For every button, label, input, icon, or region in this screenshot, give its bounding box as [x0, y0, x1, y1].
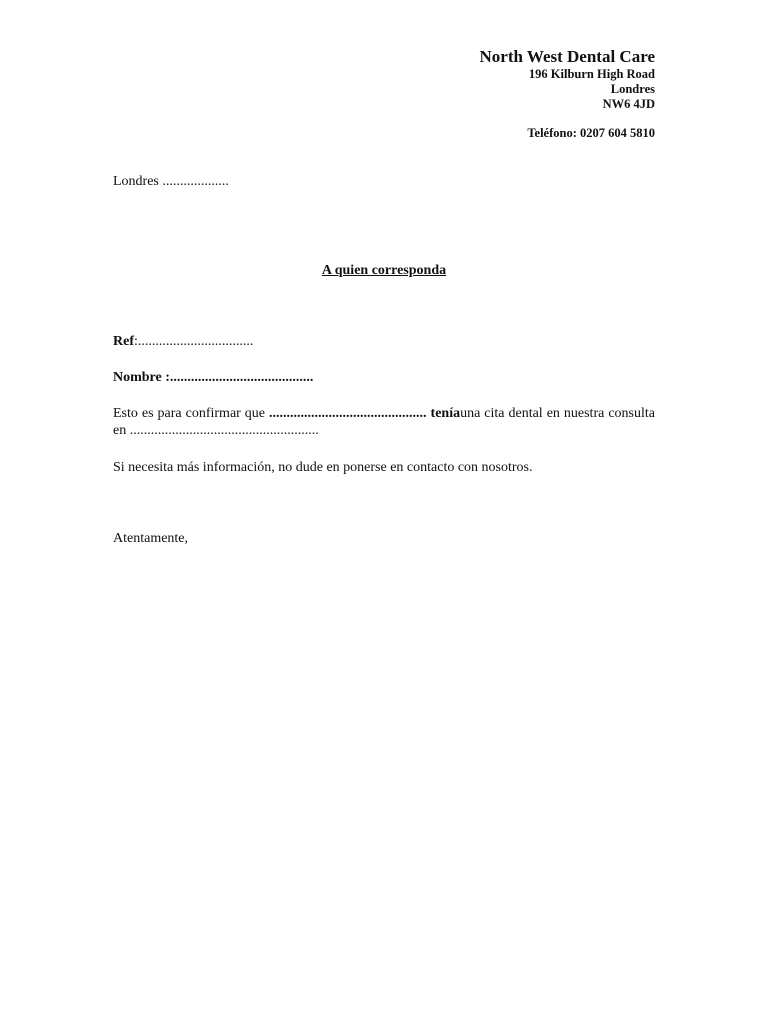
confirm-name-blank: ............................................. — [269, 406, 427, 421]
company-name: North West Dental Care — [479, 47, 655, 66]
confirm-text-end: una cita dental en nuestra consulta en ...................................................... — [113, 406, 655, 438]
address-postcode: NW6 4JD — [602, 97, 655, 111]
closing: Atentamente, — [113, 531, 189, 546]
date-line: Londres ................... — [113, 174, 229, 189]
salutation: A quien corresponda — [321, 263, 447, 278]
confirm-tenia: tenía — [426, 406, 461, 421]
letterhead — [480, 47, 656, 141]
ref-value: :................................. — [134, 334, 254, 349]
name-line: Nombre :......................................... — [113, 370, 314, 385]
reference-line — [113, 333, 655, 350]
ref-label: Ref — [113, 334, 134, 349]
address-street: 196 Kilburn High Road — [528, 67, 655, 81]
address-city: Londres — [610, 82, 655, 96]
phone-number: Teléfono: 0207 604 5810 — [527, 126, 655, 140]
confirmation-paragraph — [113, 405, 655, 439]
confirm-text-start: Esto es para confirmar que — [113, 406, 270, 421]
info-paragraph: Si necesita más información, no dude en ponerse en contacto con nosotros. — [113, 460, 533, 475]
